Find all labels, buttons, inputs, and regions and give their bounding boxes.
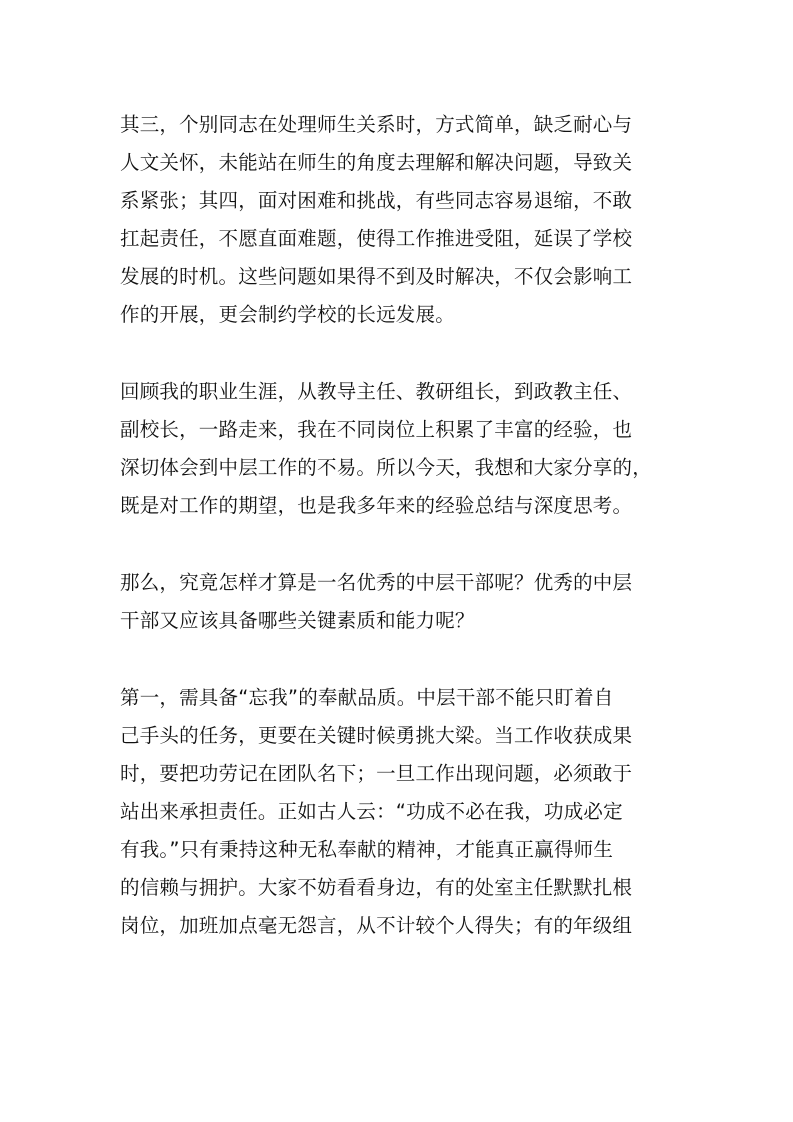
text-line: 那么，究竟怎样才算是一名优秀的中层干部呢？优秀的中层 [120, 571, 633, 594]
text-line: 回顾我的职业生涯，从教导主任、教研组长，到政教主任、 [120, 380, 633, 403]
text-line: 发展的时机。这些问题如果得不到及时解决，不仅会影响工 [120, 265, 633, 288]
text-line: 系紧张；其四，面对困难和挑战，有些同志容易退缩，不敢 [120, 189, 633, 212]
text-line: 站出来承担责任。正如古人云：“功成不必在我，功成必定 [120, 800, 623, 823]
text-line: 岗位，加班加点毫无怨言，从不计较个人得失；有的年级组 [120, 914, 633, 937]
text-line: 的信赖与拥护。大家不妨看看身边，有的处室主任默默扎根 [120, 876, 633, 899]
text-line: 人文关怀，未能站在师生的角度去理解和解决问题，导致关 [120, 151, 633, 174]
text-line: 时，要把功劳记在团队名下；一旦工作出现问题，必须敢于 [120, 762, 633, 785]
text-line: 其三，个别同志在处理师生关系时，方式简单，缺乏耐心与 [120, 113, 633, 136]
text-line: 干部又应该具备哪些关键素质和能力呢？ [120, 609, 475, 632]
text-line: 副校长，一路走来，我在不同岗位上积累了丰富的经验，也 [120, 418, 633, 441]
text-line: 第一，需具备“忘我”的奉献品质。中层干部不能只盯着自 [120, 686, 614, 709]
text-line: 己手头的任务，更要在关键时候勇挑大梁。当工作收获成果 [120, 724, 633, 747]
text-line: 扛起责任，不愿直面难题，使得工作推进受阻，延误了学校 [120, 227, 633, 250]
text-line: 有我。”只有秉持这种无私奉献的精神，才能真正赢得师生 [120, 838, 614, 861]
text-line: 既是对工作的期望，也是我多年来的经验总结与深度思考。 [120, 494, 633, 517]
text-line: 深切体会到中层工作的不易。所以今天，我想和大家分享的， [120, 456, 652, 479]
text-line: 作的开展，更会制约学校的长远发展。 [120, 303, 455, 326]
